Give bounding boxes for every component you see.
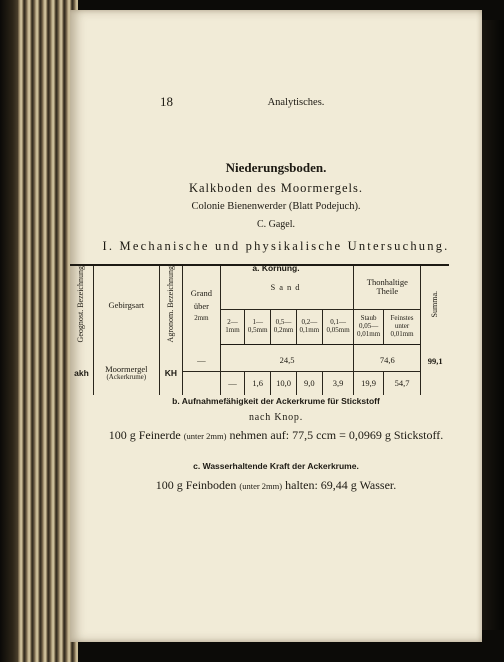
sand-value: 9,0: [296, 371, 322, 395]
row-thon-total: 74,6: [354, 351, 421, 371]
water-capacity-line: [70, 478, 482, 493]
sand-col-header: 2— 1mm: [220, 309, 245, 345]
sand-col-header: 0,1— 0,05mm: [322, 309, 354, 345]
header-summa: Summa.: [421, 265, 449, 345]
sand-value: 1,6: [245, 371, 271, 395]
subsection-c-title: c. Wasserhaltende Kraft der Ackerkrume.: [193, 461, 359, 471]
header-agronom: Agronom. Bezeichnung: [159, 265, 182, 345]
sand-col-header: 1— 0,5mm: [245, 309, 271, 345]
row-grand-blank: [183, 371, 221, 395]
part-title: I. Mechanische und physikalische Untersuchung.: [102, 239, 450, 253]
row-sand-total: 24,5: [220, 351, 354, 371]
sand-col-header: 0,2— 0,1mm: [296, 309, 322, 345]
section-title: Niederungsboden.: [225, 160, 327, 175]
grain-size-table-wrap: [70, 264, 449, 395]
absorption-post: nehmen auf: 77,5 ccm = 0,0969 g Stickstoff.: [226, 428, 444, 442]
book-gutter: [0, 0, 18, 662]
thon-col-header: Staub 0,05— 0,01mm: [354, 309, 383, 345]
thon-line2: Theile: [376, 286, 399, 297]
row-gebirgsart: [93, 351, 159, 395]
row-geognost: akh: [74, 367, 89, 378]
grand-line2: über: [193, 301, 209, 312]
header-thon: [354, 265, 421, 309]
nitrogen-absorption-line: [70, 428, 482, 443]
page-edge-shadow: [482, 20, 504, 630]
row-agronom: KH: [159, 351, 182, 395]
location-line: Colonie Bienenwerder (Blatt Podejuch).: [191, 201, 361, 212]
row-grand: —: [183, 351, 221, 371]
thon-value: 19,9: [354, 371, 383, 395]
soil-name: Kalkboden des Moormergels.: [188, 181, 363, 195]
sand-value: 3,9: [322, 371, 354, 395]
method-line: nach Knop.: [248, 412, 304, 423]
row-summa-blank: [421, 371, 449, 395]
subsection-a-title: a. Körnung.: [252, 263, 300, 273]
thon-value: 54,7: [383, 371, 421, 395]
header-sand: Sand: [220, 265, 354, 309]
grain-size-table: [70, 264, 449, 395]
absorption-grain-size: (unter 2mm): [183, 431, 227, 441]
absorption-pre: 100 g Feinerde: [108, 428, 184, 442]
sand-value: —: [220, 371, 245, 395]
gebirgsart-name: Moormergel: [105, 363, 148, 374]
gebirgsart-sub: (Ackerkrume): [106, 373, 147, 382]
header-geognost: Geognost. Bezeichnung: [70, 265, 93, 345]
header-gebirgsart: Gebirgsart: [93, 265, 159, 345]
water-pre: 100 g Feinboden: [155, 478, 240, 492]
sand-col-header: 0,5— 0,2mm: [271, 309, 297, 345]
page-number: 18: [160, 94, 173, 109]
row-summa: 99,1: [421, 351, 449, 371]
grand-line3: 2mm: [194, 313, 209, 322]
water-grain-size: (unter 2mm): [239, 481, 283, 491]
thon-col-header: Feinstes unter 0,01mm: [383, 309, 421, 345]
author-line: C. Gagel.: [256, 219, 296, 230]
water-post: halten: 69,44 g Wasser.: [282, 478, 397, 492]
grand-line1: Grand: [190, 288, 212, 299]
thon-line1: Thonhaltige: [366, 277, 408, 288]
running-head: Analytisches.: [267, 97, 325, 108]
subsection-b-title: b. Aufnahmefähigkeit der Ackerkrume für Stickstoff: [172, 396, 380, 406]
sand-value: 10,0: [271, 371, 297, 395]
header-grand: [183, 265, 221, 345]
